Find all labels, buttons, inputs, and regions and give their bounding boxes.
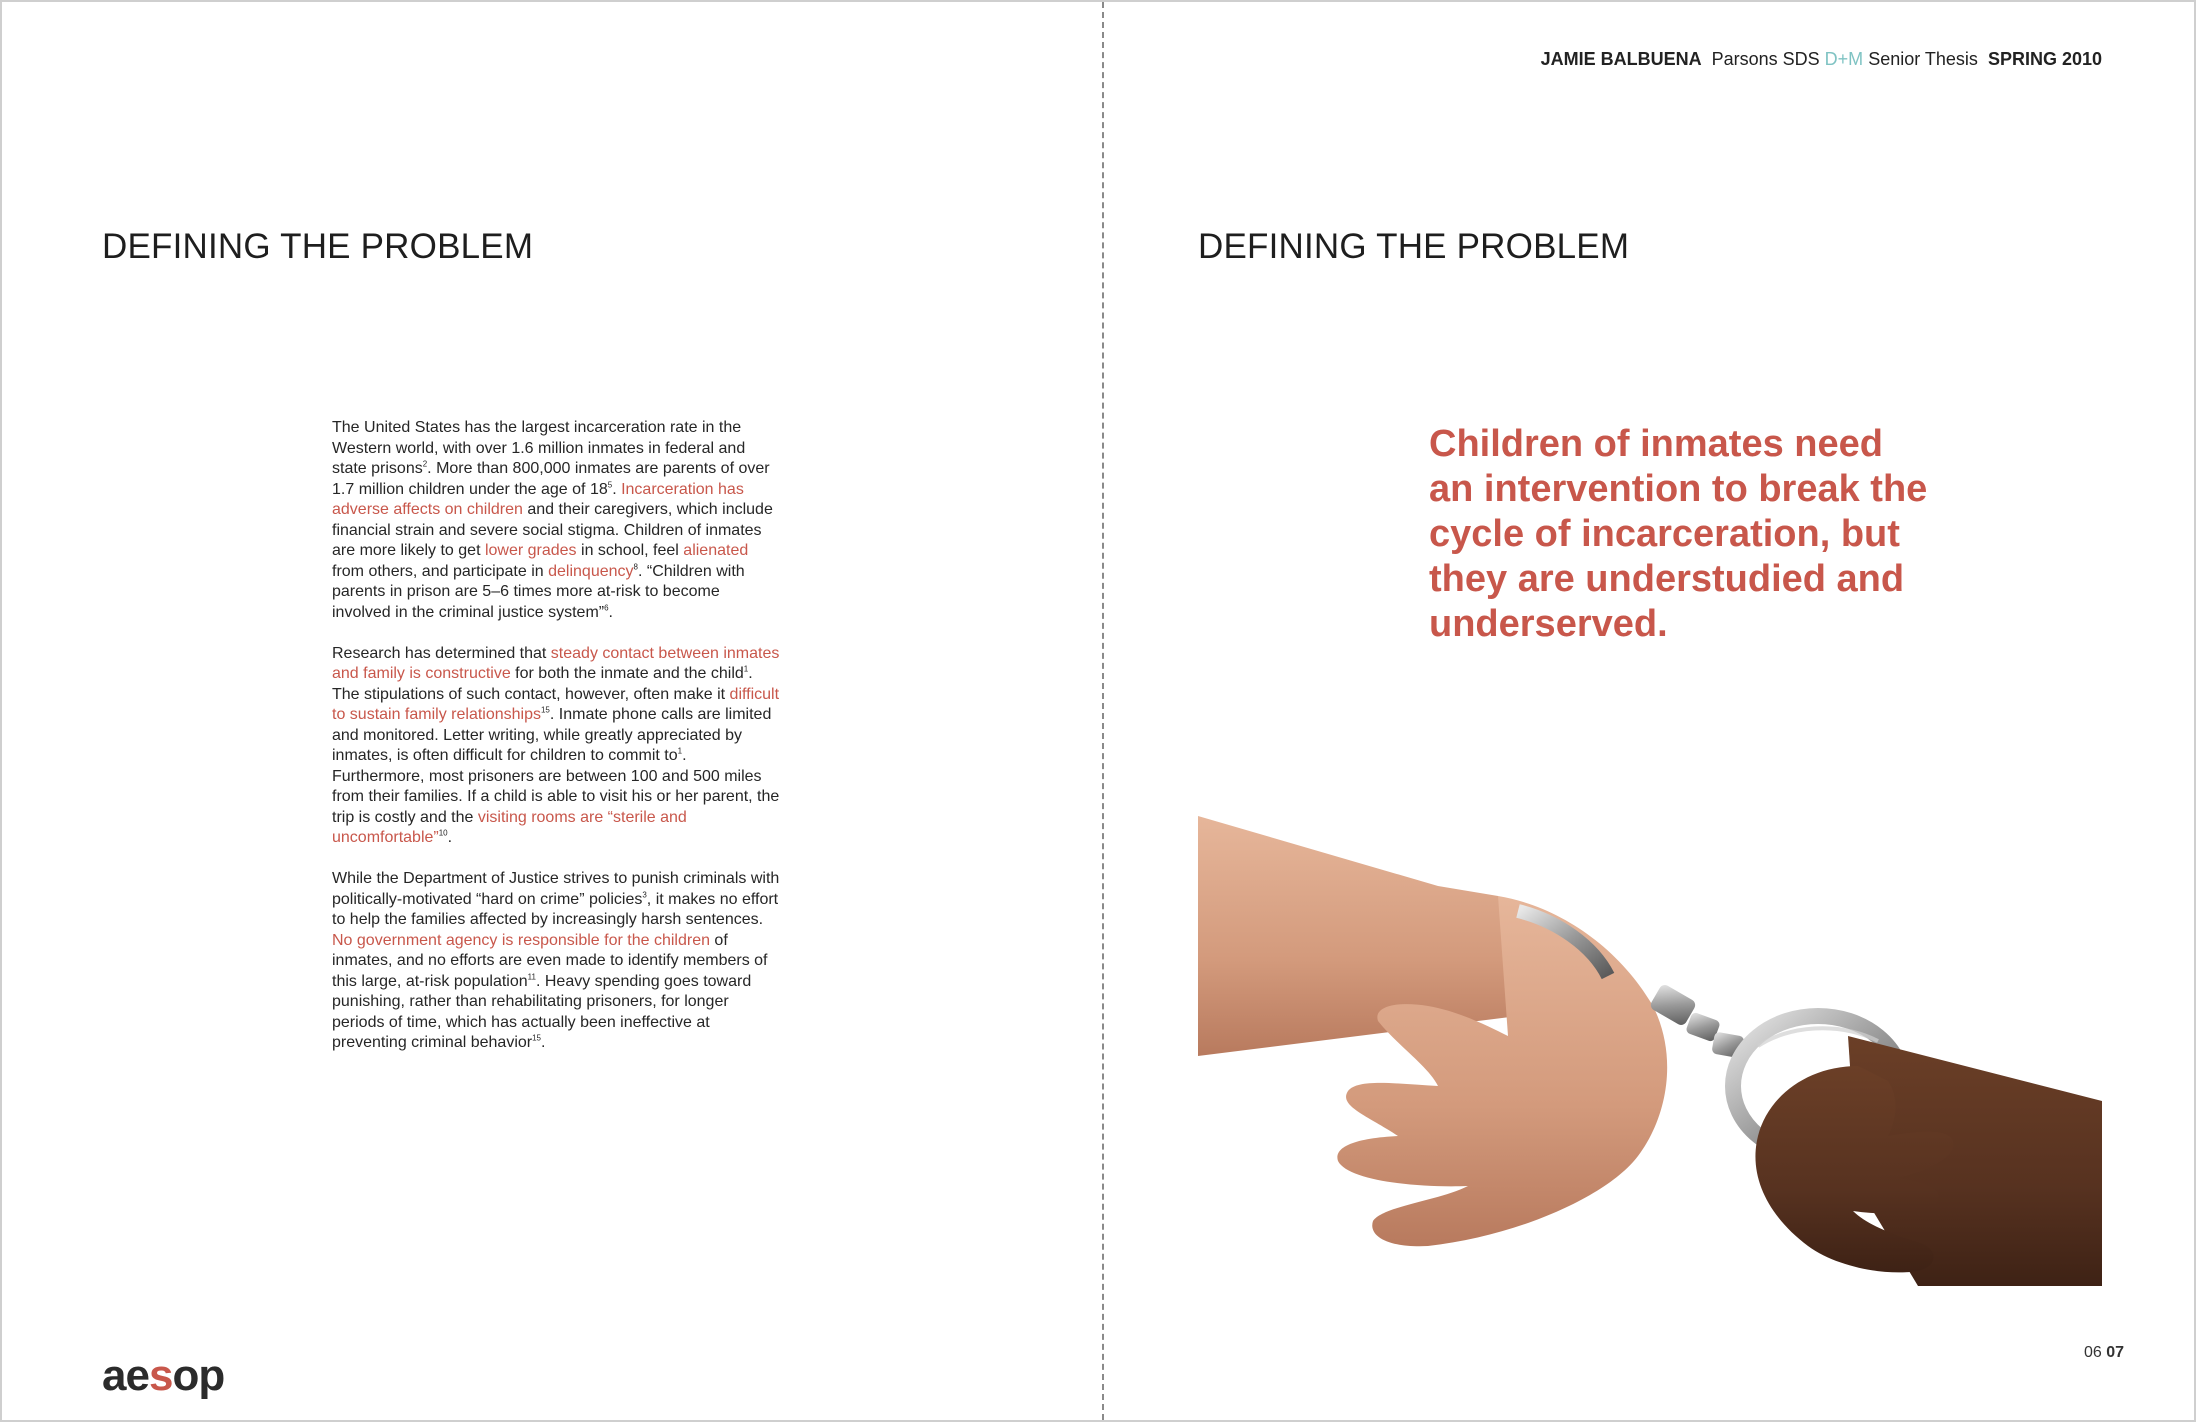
handcuffed-hands-photo [1198, 816, 2102, 1286]
paragraph-3: While the Department of Justice strives to punish criminals with politically-motivated “hard on crime” policies$^3$, it makes no effort to help the families affected by increasingly harsh sentences. No government agency is responsible for the children of inmates, and no efforts are even made to identify members of this large, at-risk population$^{11}$. Heavy spending goes toward punishing, rather than rehabilitating prisoners, for longer periods of time, which has actually been ineffective at preventing criminal behavior$^{15}$. [332, 870, 780, 1051]
page-number-current: 07 [2106, 1344, 2124, 1361]
highlight-text: alienated [683, 542, 749, 559]
running-header: JAMIE BALBUENA Parsons SDS D+M Senior Thesis SPRING 2010 [1540, 49, 2102, 69]
page-numbers [2084, 1344, 2124, 1362]
aesop-logo: aesop [102, 1351, 225, 1400]
paragraph-2: Research has determined that steady contact between inmates and family is constructive for both the inmate and the child$^1$. The stipulations of such contact, however, often make it difficult to sustain family relationships$^{15}$. Inmate phone calls are limited and monitored. Letter writing, while greatly appreciated by inmates, is often difficult for children to commit $to^1$. Furthermore, most prisoners are between 100 and 500 miles from their families. If a child is able to visit his or her parent, the trip is costly and the visiting rooms are “sterile and uncomfortable”$^{10}$. [332, 644, 780, 846]
highlight-text: difficult to sustain family relationships [332, 685, 780, 723]
pull-quote: Children of inmates need an intervention to break the cycle of incarceration, but they are understudied and underserved. [1429, 423, 1928, 645]
highlight-text: Incarceration has adverse affects on children [332, 480, 744, 518]
left-page-title: DEFINING THE PROBLEM [102, 227, 534, 266]
paragraph-1: The United States has the largest incarceration rate in the Western world, with over 1.6 million inmates in federal and state prisons$^2$. More than 800,000 inmates are parents of over 1.7 million children under the age of $18^5$. Incarceration has adverse affects on children and their caregivers, which include financial strain and severe social stigma. Children of inmates are more likely to get lower grades in school, feel alienated from others, and participate in delinquency$^8$. “Children with parents in prison are 5–6 times more at-risk to become involved in the criminal justice system”$^6$. [332, 419, 773, 621]
highlight-text: delinquency [548, 562, 634, 580]
body-text [332, 418, 782, 1074]
highlight-text: lower grades [484, 542, 577, 559]
page-number-prev: 06 [2083, 1344, 2102, 1361]
left-page [2, 2, 1102, 1420]
highlight-text: visiting rooms are “sterile and uncomfortable” [332, 808, 687, 846]
right-page-title: DEFINING THE PROBLEM [1198, 227, 1630, 266]
highlight-text: No government agency is responsible for the children [332, 931, 710, 949]
highlight-text: steady contact between inmates and family is constructive [332, 644, 780, 682]
right-page [1102, 2, 2198, 1420]
